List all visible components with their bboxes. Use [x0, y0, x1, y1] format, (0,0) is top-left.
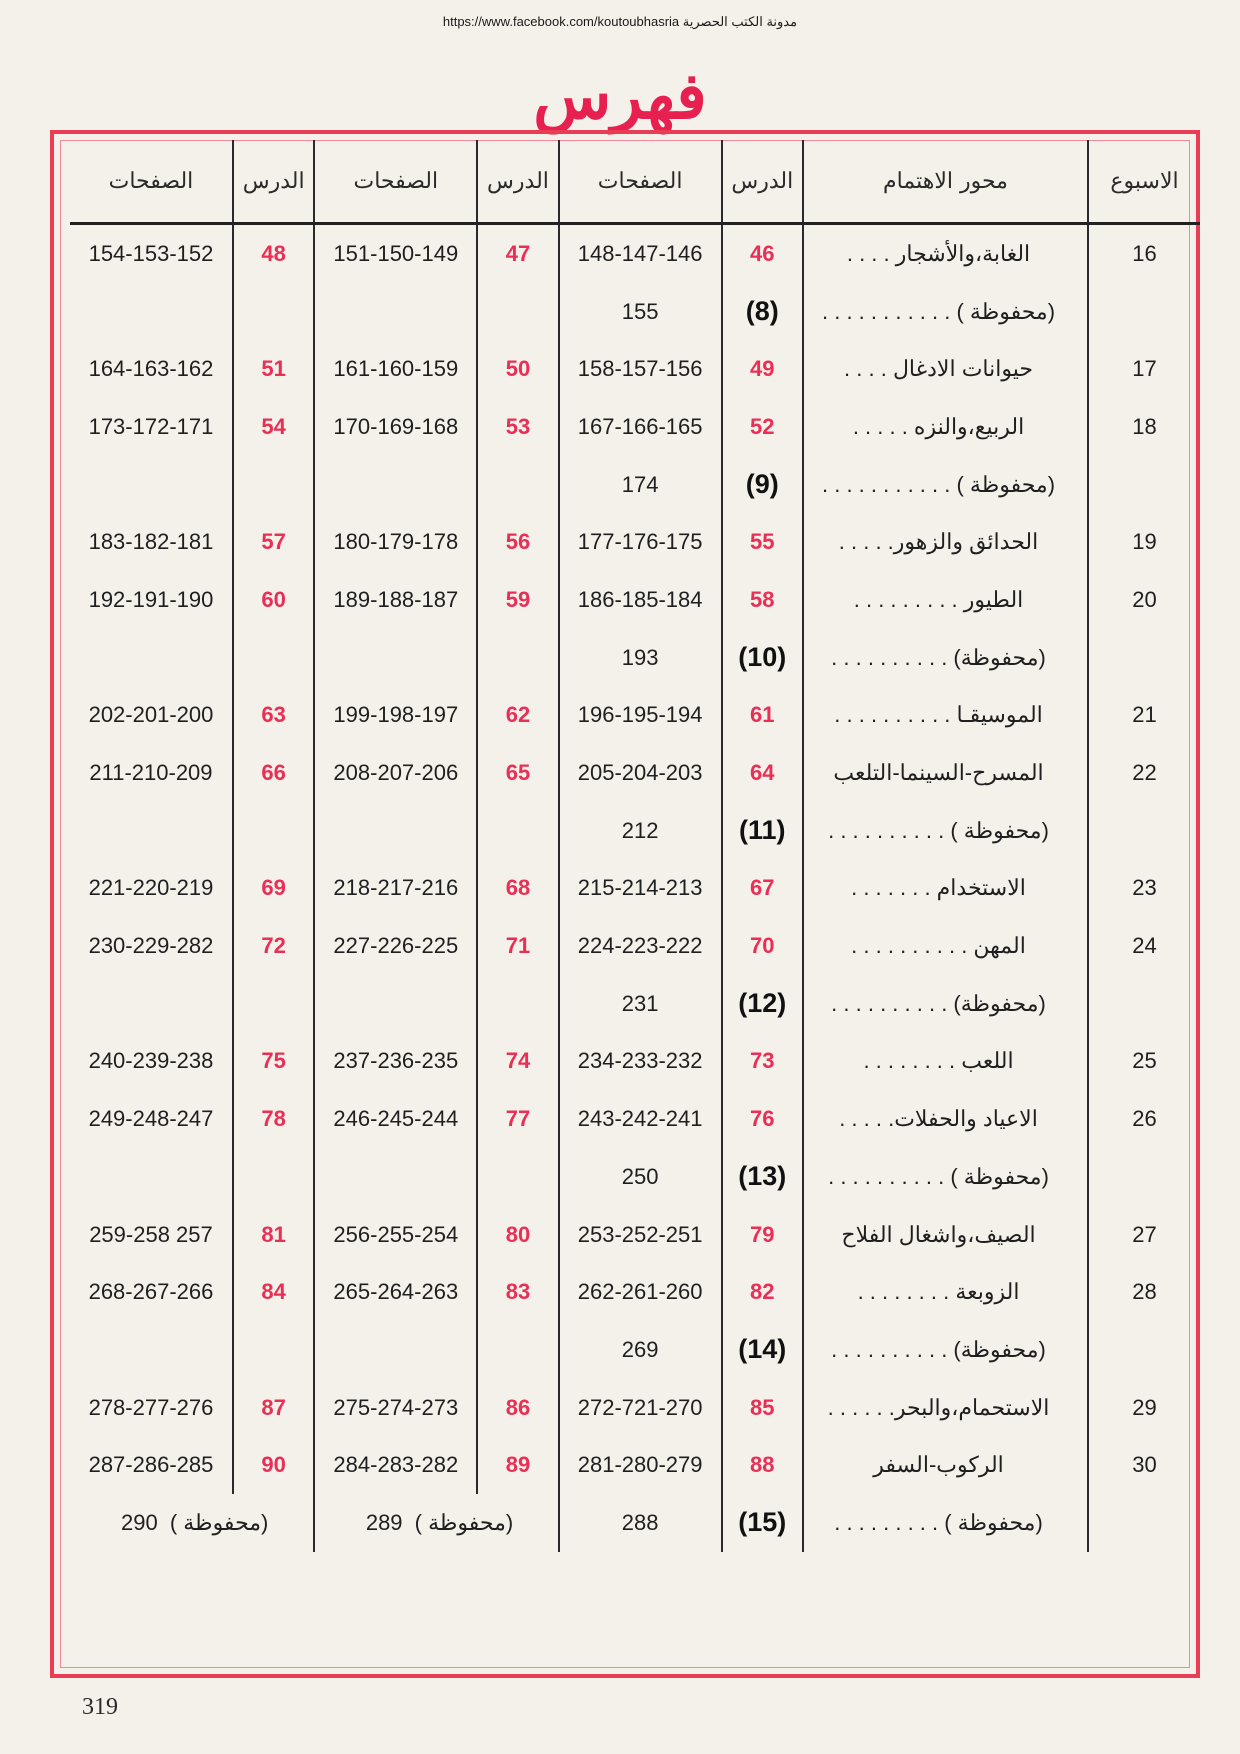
week-cell: 21 — [1132, 702, 1157, 728]
pages-cell: 287-286-285 — [70, 1436, 233, 1494]
pages-cell: 275-274-273 — [314, 1379, 477, 1437]
table-row — [70, 1090, 1200, 1148]
table-row — [70, 860, 1200, 918]
ref-label-2: (محفوظة ) — [414, 1509, 514, 1535]
lesson-cell: 47 — [477, 224, 558, 283]
week-cell: 26 — [1132, 1106, 1157, 1132]
pages-cell: 230-229-282 — [70, 917, 233, 975]
lesson-cell: 88 — [722, 1436, 803, 1494]
week-cell: 23 — [1132, 875, 1157, 901]
header-lesson-2: الدرس — [477, 140, 558, 224]
pages-cell: 250 — [559, 1148, 722, 1206]
lesson-cell: (8) — [722, 283, 803, 341]
week-cell — [1088, 802, 1200, 860]
lesson-cell: 51 — [233, 340, 314, 398]
lesson-cell: 52 — [722, 398, 803, 456]
pages-cell — [70, 1148, 233, 1206]
lesson-cell: 60 — [233, 571, 314, 629]
week-cell: 17 — [1132, 356, 1157, 382]
header-pages-3: الصفحات — [70, 140, 233, 224]
pages-cell: 208-207-206 — [314, 744, 477, 802]
axis-cell: (محفوظة) . . . . . . . . . . — [803, 1321, 1088, 1379]
pages-cell — [70, 802, 233, 860]
lesson-cell: 87 — [233, 1379, 314, 1437]
lesson-cell: 48 — [233, 224, 314, 283]
pages-cell: 199-198-197 — [314, 687, 477, 745]
pages-cell: 268-267-266 — [70, 1263, 233, 1321]
lesson-cell: 69 — [233, 860, 314, 918]
pages-cell: 205-204-203 — [559, 744, 722, 802]
table-row — [70, 1033, 1200, 1091]
lesson-cell: (10) — [722, 629, 803, 687]
pages-cell: 224-223-222 — [559, 917, 722, 975]
lesson-cell: 65 — [477, 744, 558, 802]
pages-cell — [314, 1148, 477, 1206]
lesson-cell — [477, 456, 558, 514]
pages-cell — [314, 629, 477, 687]
axis-cell: (محفوظة) . . . . . . . . . . — [803, 629, 1088, 687]
pages-cell: 180-179-178 — [314, 513, 477, 571]
axis-cell: الركوب-السفر — [803, 1436, 1088, 1494]
pages-cell: 265-264-263 — [314, 1263, 477, 1321]
pages-cell: 155 — [559, 283, 722, 341]
week-cell — [1088, 975, 1200, 1033]
table-row — [70, 1321, 1200, 1379]
week-cell: 20 — [1132, 586, 1157, 612]
lesson-cell: 71 — [477, 917, 558, 975]
pages-cell — [70, 975, 233, 1033]
lesson-cell: (15) — [722, 1494, 803, 1552]
lesson-cell: 57 — [233, 513, 314, 571]
ref-page-2: 289 — [365, 1509, 403, 1535]
lesson-cell: (11) — [722, 802, 803, 860]
table-row — [70, 398, 1200, 456]
index-table — [70, 140, 1200, 1552]
axis-cell: (محفوظة ) . . . . . . . . . . . — [803, 283, 1088, 341]
lesson-cell — [477, 1321, 558, 1379]
lesson-cell: 75 — [233, 1033, 314, 1091]
pages-cell: 262-261-260 — [559, 1263, 722, 1321]
pages-cell: 253-252-251 — [559, 1206, 722, 1264]
axis-cell: (محفوظة ) . . . . . . . . . . — [803, 1148, 1088, 1206]
week-cell: 24 — [1132, 933, 1157, 959]
page-title: فهرس — [533, 59, 707, 134]
top-link[interactable] — [0, 14, 1240, 30]
table-row — [70, 629, 1200, 687]
pages-cell: 158-157-156 — [559, 340, 722, 398]
pages-cell — [70, 456, 233, 514]
lesson-cell: 85 — [722, 1379, 803, 1437]
lesson-cell: 56 — [477, 513, 558, 571]
lesson-cell: 58 — [722, 571, 803, 629]
pages-cell: 151-150-149 — [314, 224, 477, 283]
lesson-cell — [233, 456, 314, 514]
table-row — [70, 513, 1200, 571]
week-cell: 28 — [1132, 1279, 1157, 1305]
ref-page-3: 290 — [120, 1509, 158, 1535]
pages-cell: 272-721-270 — [559, 1379, 722, 1437]
lesson-cell: 49 — [722, 340, 803, 398]
page-number: 319 — [82, 1694, 118, 1720]
week-cell: 30 — [1132, 1452, 1157, 1478]
table-row — [70, 1379, 1200, 1437]
lesson-cell: 84 — [233, 1263, 314, 1321]
axis-cell: (محفوظة ) . . . . . . . . . . . — [803, 456, 1088, 514]
week-cell: 22 — [1132, 760, 1157, 786]
table-row — [70, 1263, 1200, 1321]
pages-cell: 231 — [559, 975, 722, 1033]
header-pages-1: الصفحات — [559, 140, 722, 224]
week-cell: 25 — [1132, 1048, 1157, 1074]
header-pages-2: الصفحات — [314, 140, 477, 224]
pages-cell — [314, 975, 477, 1033]
axis-cell: الاستحمام،والبحر. . . . . . — [803, 1379, 1088, 1437]
week-cell: 18 — [1132, 413, 1157, 439]
pages-cell: 218-217-216 — [314, 860, 477, 918]
lesson-cell: 82 — [722, 1263, 803, 1321]
pages-cell: 259-258 257 — [70, 1206, 233, 1264]
pages-cell: 234-233-232 — [559, 1033, 722, 1091]
pages-cell: 246-245-244 — [314, 1090, 477, 1148]
header-axis: محور الاهتمام — [803, 140, 1088, 224]
pages-cell — [70, 1321, 233, 1379]
lesson-cell: 77 — [477, 1090, 558, 1148]
table-row-final — [70, 1494, 1200, 1552]
pages-cell: 212 — [559, 802, 722, 860]
table-body — [70, 224, 1200, 1495]
axis-cell: (محفوظة ) . . . . . . . . . — [803, 1494, 1088, 1552]
pages-cell: 192-191-190 — [70, 571, 233, 629]
pages-cell: 189-188-187 — [314, 571, 477, 629]
header-week: الاسبوع — [1088, 140, 1200, 224]
table-header-row — [70, 140, 1200, 224]
week-cell: 29 — [1132, 1394, 1157, 1420]
axis-cell: الاستخدام . . . . . . . — [803, 860, 1088, 918]
lesson-cell: 61 — [722, 687, 803, 745]
ref-label-3: (محفوظة ) — [169, 1509, 269, 1535]
table-row — [70, 283, 1200, 341]
pages-cell: 243-242-241 — [559, 1090, 722, 1148]
week-cell: 27 — [1132, 1221, 1157, 1247]
lesson-cell: 74 — [477, 1033, 558, 1091]
axis-cell: الزوبعة . . . . . . . . — [803, 1263, 1088, 1321]
pages-cell — [314, 283, 477, 341]
week-cell: 19 — [1132, 529, 1157, 555]
pages-cell: 215-214-213 — [559, 860, 722, 918]
lesson-cell: 89 — [477, 1436, 558, 1494]
axis-cell: الربيع،والنزه . . . . . — [803, 398, 1088, 456]
lesson-cell: 67 — [722, 860, 803, 918]
lesson-cell: 63 — [233, 687, 314, 745]
lesson-cell: 76 — [722, 1090, 803, 1148]
axis-cell: اللعب . . . . . . . . — [803, 1033, 1088, 1091]
pages-cell: 221-220-219 — [70, 860, 233, 918]
lesson-cell — [477, 802, 558, 860]
pages-cell: 161-160-159 — [314, 340, 477, 398]
lesson-cell: 59 — [477, 571, 558, 629]
lesson-cell: 90 — [233, 1436, 314, 1494]
lesson-cell: 64 — [722, 744, 803, 802]
week-cell: 16 — [1132, 240, 1157, 266]
pages-cell — [314, 802, 477, 860]
table-row — [70, 975, 1200, 1033]
lesson-cell: 53 — [477, 398, 558, 456]
ref-cell-2 — [314, 1494, 558, 1552]
pages-cell: 154-153-152 — [70, 224, 233, 283]
week-cell — [1088, 1321, 1200, 1379]
table-row — [70, 917, 1200, 975]
pages-cell: 278-277-276 — [70, 1379, 233, 1437]
lesson-cell — [477, 1148, 558, 1206]
lesson-cell: (12) — [722, 975, 803, 1033]
lesson-cell — [233, 802, 314, 860]
lesson-cell: 78 — [233, 1090, 314, 1148]
pages-cell: 164-163-162 — [70, 340, 233, 398]
table-row — [70, 224, 1200, 283]
week-cell — [1088, 629, 1200, 687]
lesson-cell: 55 — [722, 513, 803, 571]
table-row — [70, 571, 1200, 629]
lesson-cell — [477, 629, 558, 687]
pages-cell: 183-182-181 — [70, 513, 233, 571]
pages-cell: 240-239-238 — [70, 1033, 233, 1091]
pages-cell: 211-210-209 — [70, 744, 233, 802]
lesson-cell: 80 — [477, 1206, 558, 1264]
lesson-cell: 70 — [722, 917, 803, 975]
pages-cell: 227-226-225 — [314, 917, 477, 975]
axis-cell: المسرح-السينما-التلعب — [803, 744, 1088, 802]
pages-cell: 202-201-200 — [70, 687, 233, 745]
week-cell — [1088, 456, 1200, 514]
axis-cell: المهن . . . . . . . . . . — [803, 917, 1088, 975]
ref-cell-3 — [70, 1494, 314, 1552]
header-lesson-1: الدرس — [722, 140, 803, 224]
lesson-cell: 72 — [233, 917, 314, 975]
table-row — [70, 456, 1200, 514]
table-row — [70, 1206, 1200, 1264]
pages-cell: 148-147-146 — [559, 224, 722, 283]
axis-cell: الطيور . . . . . . . . . — [803, 571, 1088, 629]
axis-cell: الغابة،والأشجار . . . . — [803, 224, 1088, 283]
lesson-cell: 73 — [722, 1033, 803, 1091]
lesson-cell: 83 — [477, 1263, 558, 1321]
lesson-cell: 68 — [477, 860, 558, 918]
pages-cell: 256-255-254 — [314, 1206, 477, 1264]
pages-cell: 288 — [559, 1494, 722, 1552]
lesson-cell: (13) — [722, 1148, 803, 1206]
lesson-cell: (14) — [722, 1321, 803, 1379]
lesson-cell: 86 — [477, 1379, 558, 1437]
lesson-cell: 62 — [477, 687, 558, 745]
pages-cell — [314, 1321, 477, 1379]
lesson-cell — [233, 1321, 314, 1379]
axis-cell: الموسيقـا . . . . . . . . . . — [803, 687, 1088, 745]
lesson-cell: 46 — [722, 224, 803, 283]
lesson-cell — [233, 629, 314, 687]
axis-cell: (محفوظة) . . . . . . . . . . — [803, 975, 1088, 1033]
pages-cell: 186-185-184 — [559, 571, 722, 629]
pages-cell: 269 — [559, 1321, 722, 1379]
pages-cell: 170-169-168 — [314, 398, 477, 456]
table-row — [70, 340, 1200, 398]
axis-cell: حيوانات الادغال . . . . — [803, 340, 1088, 398]
pages-cell: 167-166-165 — [559, 398, 722, 456]
lesson-cell — [233, 1148, 314, 1206]
axis-cell: الصيف،واشغال الفلاح — [803, 1206, 1088, 1264]
lesson-cell: 79 — [722, 1206, 803, 1264]
facebook-link[interactable]: https://www.facebook.com/koutoubhasria مدونة الكتب الحصرية — [442, 14, 798, 29]
axis-cell: الحدائق والزهور. . . . . — [803, 513, 1088, 571]
table-row — [70, 687, 1200, 745]
week-cell — [1088, 283, 1200, 341]
pages-cell — [70, 283, 233, 341]
table-row — [70, 1436, 1200, 1494]
table-row — [70, 744, 1200, 802]
table-row — [70, 802, 1200, 860]
axis-cell: الاعياد والحفلات. . . . . — [803, 1090, 1088, 1148]
axis-cell: (محفوظة ) . . . . . . . . . . — [803, 802, 1088, 860]
table-row — [70, 1148, 1200, 1206]
lesson-cell: (9) — [722, 456, 803, 514]
pages-cell — [70, 629, 233, 687]
pages-cell: 284-283-282 — [314, 1436, 477, 1494]
pages-cell: 237-236-235 — [314, 1033, 477, 1091]
pages-cell: 281-280-279 — [559, 1436, 722, 1494]
lesson-cell — [477, 283, 558, 341]
pages-cell: 193 — [559, 629, 722, 687]
lesson-cell: 54 — [233, 398, 314, 456]
pages-cell: 174 — [559, 456, 722, 514]
lesson-cell — [477, 975, 558, 1033]
lesson-cell — [233, 283, 314, 341]
pages-cell: 196-195-194 — [559, 687, 722, 745]
lesson-cell: 66 — [233, 744, 314, 802]
lesson-cell: 81 — [233, 1206, 314, 1264]
pages-cell — [314, 456, 477, 514]
pages-cell: 177-176-175 — [559, 513, 722, 571]
header-lesson-3: الدرس — [233, 140, 314, 224]
pages-cell: 249-248-247 — [70, 1090, 233, 1148]
week-cell — [1088, 1148, 1200, 1206]
pages-cell: 173-172-171 — [70, 398, 233, 456]
lesson-cell: 50 — [477, 340, 558, 398]
lesson-cell — [233, 975, 314, 1033]
week-cell — [1088, 1494, 1200, 1552]
